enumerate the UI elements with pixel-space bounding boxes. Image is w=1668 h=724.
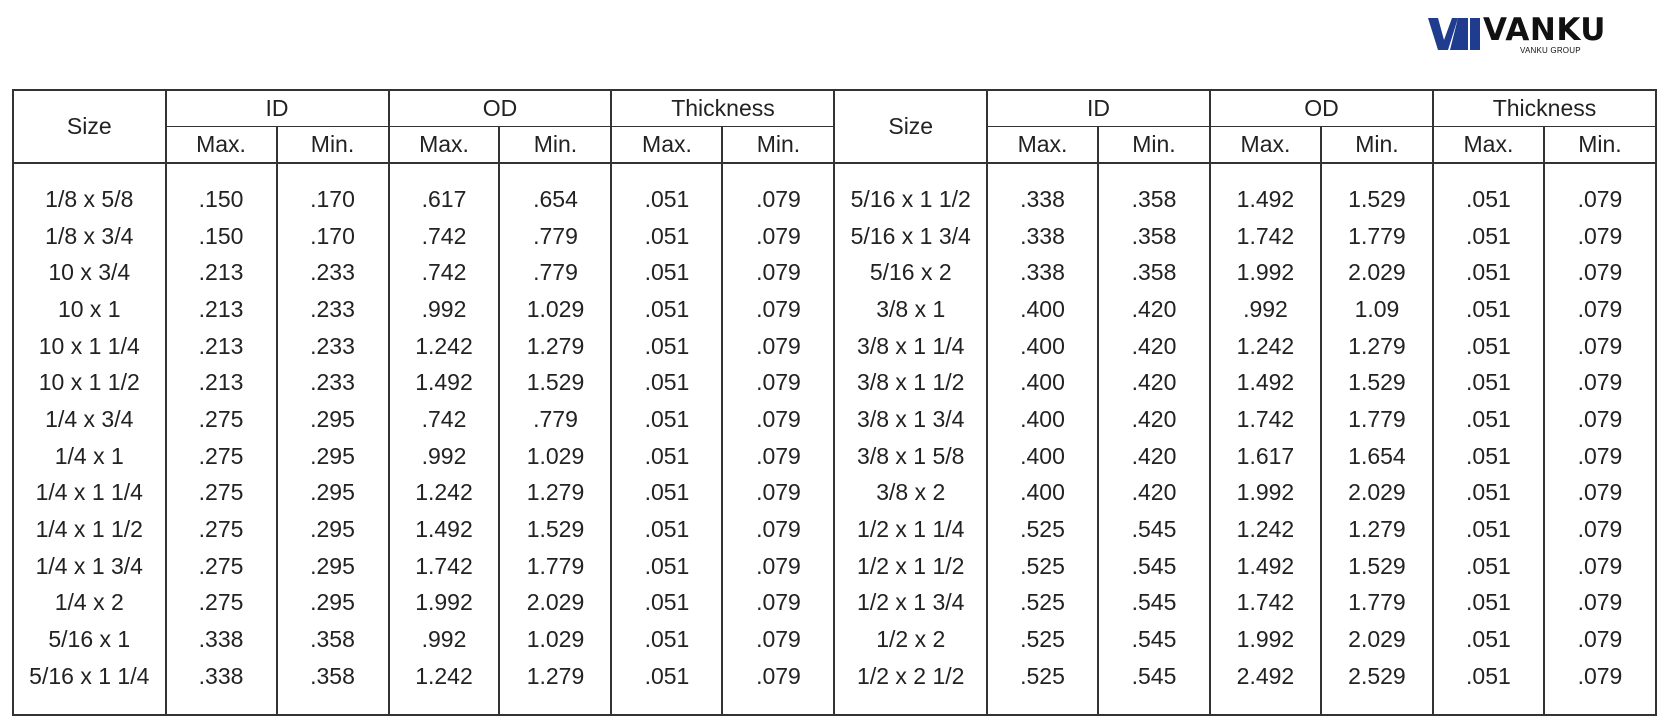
cell-thickness-min: .079: [722, 511, 834, 548]
cell-id-max: .400: [987, 438, 1098, 475]
cell-thickness-max: .051: [1433, 181, 1544, 218]
cell-od-max: 1.742: [1210, 585, 1321, 622]
cell-thickness-max: .051: [611, 291, 722, 328]
table-body: [13, 181, 1656, 695]
cell-od-min: 2.029: [1321, 254, 1433, 291]
cell-id-min: .233: [277, 364, 389, 401]
cell-thickness-max: .051: [1433, 328, 1544, 365]
cell-thickness-min: .079: [722, 218, 834, 255]
spacer-row: [13, 163, 1656, 181]
cell-od-min: 2.029: [1321, 475, 1433, 512]
cell-od-max: 1.492: [1210, 548, 1321, 585]
cell-id-max: .275: [166, 438, 277, 475]
cell-thickness-min: .079: [722, 548, 834, 585]
cell-od-max: .617: [389, 181, 500, 218]
cell-size: 3/8 x 2: [834, 475, 987, 512]
cell-id-min: .545: [1098, 548, 1210, 585]
cell-size: 10 x 1: [13, 291, 166, 328]
cell-id-max: .400: [987, 291, 1098, 328]
cell-od-max: 1.617: [1210, 438, 1321, 475]
cell-id-max: .525: [987, 658, 1098, 695]
cell-od-min: 1.529: [499, 511, 611, 548]
cell-id-max: .275: [166, 511, 277, 548]
header-max: Max.: [611, 127, 722, 164]
header-min: Min.: [1098, 127, 1210, 164]
table-row: [13, 401, 1656, 438]
table-row: [13, 475, 1656, 512]
cell-od-min: .654: [499, 181, 611, 218]
cell-thickness-max: .051: [1433, 254, 1544, 291]
cell-thickness-max: .051: [1433, 364, 1544, 401]
cell-id-min: .420: [1098, 328, 1210, 365]
cell-thickness-max: .051: [611, 254, 722, 291]
cell-id-min: .545: [1098, 585, 1210, 622]
cell-id-min: .295: [277, 475, 389, 512]
cell-size: 5/16 x 1 3/4: [834, 218, 987, 255]
table-row: [13, 658, 1656, 695]
cell-thickness-min: .079: [722, 585, 834, 622]
cell-id-max: .213: [166, 291, 277, 328]
cell-thickness-max: .051: [611, 475, 722, 512]
cell-thickness-max: .051: [611, 548, 722, 585]
cell-id-max: .400: [987, 401, 1098, 438]
cell-od-max: 1.742: [1210, 218, 1321, 255]
cell-od-max: .992: [389, 621, 500, 658]
cell-id-max: .213: [166, 364, 277, 401]
cell-id-min: .545: [1098, 511, 1210, 548]
cell-thickness-max: .051: [611, 658, 722, 695]
cell-size: 1/4 x 1 3/4: [13, 548, 166, 585]
header-max: Max.: [987, 127, 1098, 164]
cell-id-min: .295: [277, 401, 389, 438]
cell-thickness-max: .051: [1433, 401, 1544, 438]
cell-od-min: 1.279: [499, 328, 611, 365]
cell-od-max: 1.492: [389, 364, 500, 401]
cell-od-min: 2.029: [499, 585, 611, 622]
cell-size: 1/4 x 1 1/4: [13, 475, 166, 512]
table-row: [13, 548, 1656, 585]
cell-od-max: 1.492: [389, 511, 500, 548]
cell-od-max: 1.742: [389, 548, 500, 585]
table-row: [13, 438, 1656, 475]
cell-id-min: .170: [277, 218, 389, 255]
cell-thickness-max: .051: [1433, 475, 1544, 512]
cell-id-min: .420: [1098, 475, 1210, 512]
cell-thickness-min: .079: [1544, 364, 1656, 401]
cell-size: 1/4 x 2: [13, 585, 166, 622]
cell-id-max: .213: [166, 254, 277, 291]
cell-id-min: .358: [1098, 181, 1210, 218]
cell-thickness-max: .051: [611, 621, 722, 658]
cell-thickness-max: .051: [1433, 511, 1544, 548]
cell-od-min: 1.779: [499, 548, 611, 585]
header-thickness: Thickness: [1433, 90, 1656, 127]
cell-od-min: 1.029: [499, 438, 611, 475]
cell-id-min: .545: [1098, 621, 1210, 658]
cell-thickness-max: .051: [1433, 438, 1544, 475]
cell-thickness-max: .051: [611, 218, 722, 255]
cell-size: 10 x 3/4: [13, 254, 166, 291]
cell-size: 5/16 x 1 1/4: [13, 658, 166, 695]
cell-id-max: .338: [166, 621, 277, 658]
spec-table: [12, 89, 1657, 716]
cell-id-max: .400: [987, 475, 1098, 512]
cell-size: 10 x 1 1/2: [13, 364, 166, 401]
table-row: [13, 254, 1656, 291]
header-max: Max.: [389, 127, 500, 164]
cell-od-min: 1.529: [1321, 181, 1433, 218]
cell-thickness-min: .079: [1544, 218, 1656, 255]
cell-id-min: .233: [277, 291, 389, 328]
cell-id-max: .275: [166, 585, 277, 622]
cell-size: 3/8 x 1 1/4: [834, 328, 987, 365]
cell-id-max: .400: [987, 364, 1098, 401]
cell-id-max: .150: [166, 218, 277, 255]
cell-size: 1/4 x 1: [13, 438, 166, 475]
cell-id-max: .338: [166, 658, 277, 695]
cell-size: 3/8 x 1 1/2: [834, 364, 987, 401]
cell-thickness-max: .051: [611, 585, 722, 622]
cell-od-max: .992: [389, 438, 500, 475]
cell-od-max: 1.242: [1210, 511, 1321, 548]
cell-thickness-min: .079: [1544, 475, 1656, 512]
cell-od-min: 1.529: [499, 364, 611, 401]
cell-id-min: .233: [277, 328, 389, 365]
cell-thickness-min: .079: [722, 475, 834, 512]
header-od: OD: [1210, 90, 1433, 127]
cell-thickness-max: .051: [611, 401, 722, 438]
cell-id-max: .275: [166, 401, 277, 438]
cell-od-max: .742: [389, 254, 500, 291]
cell-id-max: .525: [987, 621, 1098, 658]
cell-thickness-min: .079: [722, 364, 834, 401]
cell-thickness-min: .079: [1544, 328, 1656, 365]
cell-thickness-min: .079: [1544, 511, 1656, 548]
cell-thickness-min: .079: [1544, 438, 1656, 475]
cell-id-min: .420: [1098, 364, 1210, 401]
header-min: Min.: [722, 127, 834, 164]
header-min: Min.: [277, 127, 389, 164]
cell-od-max: 1.242: [389, 328, 500, 365]
cell-od-max: 1.492: [1210, 364, 1321, 401]
cell-id-min: .295: [277, 548, 389, 585]
cell-od-min: 1.779: [1321, 218, 1433, 255]
header-row-groups: [13, 90, 1656, 127]
cell-thickness-min: .079: [722, 254, 834, 291]
cell-id-max: .338: [987, 254, 1098, 291]
cell-thickness-min: .079: [1544, 621, 1656, 658]
cell-thickness-min: .079: [1544, 548, 1656, 585]
cell-size: 1/2 x 1 1/4: [834, 511, 987, 548]
cell-id-max: .525: [987, 511, 1098, 548]
cell-od-max: 1.992: [389, 585, 500, 622]
cell-id-max: .400: [987, 328, 1098, 365]
cell-size: 1/8 x 5/8: [13, 181, 166, 218]
brand-subtitle: VANKU GROUP: [1520, 46, 1581, 55]
header-min: Min.: [1321, 127, 1433, 164]
cell-thickness-max: .051: [1433, 621, 1544, 658]
cell-size: 10 x 1 1/4: [13, 328, 166, 365]
cell-od-min: 2.529: [1321, 658, 1433, 695]
cell-id-max: .275: [166, 475, 277, 512]
cell-size: 1/2 x 1 1/2: [834, 548, 987, 585]
cell-thickness-max: .051: [1433, 218, 1544, 255]
header-max: Max.: [166, 127, 277, 164]
cell-thickness-min: .079: [1544, 181, 1656, 218]
cell-thickness-min: .079: [722, 401, 834, 438]
cell-od-max: .992: [1210, 291, 1321, 328]
cell-od-min: 1.779: [1321, 401, 1433, 438]
cell-thickness-max: .051: [1433, 548, 1544, 585]
cell-id-min: .358: [277, 658, 389, 695]
header-od: OD: [389, 90, 612, 127]
header-id: ID: [166, 90, 389, 127]
cell-od-max: 1.742: [1210, 401, 1321, 438]
cell-od-min: .779: [499, 218, 611, 255]
table-row: [13, 218, 1656, 255]
cell-od-max: 1.242: [389, 658, 500, 695]
cell-id-max: .150: [166, 181, 277, 218]
header-size: Size: [834, 90, 987, 163]
cell-od-min: 1.279: [1321, 511, 1433, 548]
spacer-row: [13, 695, 1656, 715]
cell-id-min: .358: [277, 621, 389, 658]
cell-od-max: 1.242: [1210, 328, 1321, 365]
cell-thickness-min: .079: [1544, 401, 1656, 438]
cell-size: 3/8 x 1 5/8: [834, 438, 987, 475]
cell-od-min: .779: [499, 254, 611, 291]
cell-size: 3/8 x 1: [834, 291, 987, 328]
cell-thickness-min: .079: [722, 621, 834, 658]
cell-thickness-min: .079: [1544, 254, 1656, 291]
cell-thickness-min: .079: [722, 658, 834, 695]
cell-od-max: 1.242: [389, 475, 500, 512]
cell-size: 1/2 x 2 1/2: [834, 658, 987, 695]
cell-od-min: 1.654: [1321, 438, 1433, 475]
cell-size: 1/4 x 1 1/2: [13, 511, 166, 548]
header-max: Max.: [1210, 127, 1321, 164]
header-size: Size: [13, 90, 166, 163]
cell-od-max: .742: [389, 401, 500, 438]
cell-od-min: .779: [499, 401, 611, 438]
cell-od-min: 1.029: [499, 291, 611, 328]
cell-size: 5/16 x 2: [834, 254, 987, 291]
cell-size: 5/16 x 1: [13, 621, 166, 658]
cell-thickness-max: .051: [611, 511, 722, 548]
cell-od-max: 2.492: [1210, 658, 1321, 695]
cell-id-min: .295: [277, 438, 389, 475]
cell-id-min: .358: [1098, 218, 1210, 255]
cell-od-min: 2.029: [1321, 621, 1433, 658]
cell-id-max: .275: [166, 548, 277, 585]
header-max: Max.: [1433, 127, 1544, 164]
table-row: [13, 364, 1656, 401]
cell-thickness-max: .051: [1433, 658, 1544, 695]
cell-thickness-min: .079: [722, 328, 834, 365]
cell-id-min: .358: [1098, 254, 1210, 291]
cell-size: 3/8 x 1 3/4: [834, 401, 987, 438]
table-row: [13, 328, 1656, 365]
cell-id-min: .420: [1098, 438, 1210, 475]
cell-thickness-max: .051: [611, 364, 722, 401]
cell-id-min: .545: [1098, 658, 1210, 695]
cell-od-min: 1.09: [1321, 291, 1433, 328]
cell-od-min: 1.529: [1321, 364, 1433, 401]
cell-thickness-max: .051: [611, 181, 722, 218]
cell-thickness-max: .051: [1433, 291, 1544, 328]
cell-thickness-min: .079: [1544, 291, 1656, 328]
cell-size: 1/8 x 3/4: [13, 218, 166, 255]
cell-id-max: .525: [987, 585, 1098, 622]
cell-id-min: .295: [277, 585, 389, 622]
header-min: Min.: [1544, 127, 1656, 164]
cell-id-min: .233: [277, 254, 389, 291]
header-id: ID: [987, 90, 1210, 127]
cell-size: 1/4 x 3/4: [13, 401, 166, 438]
cell-od-min: 1.529: [1321, 548, 1433, 585]
cell-od-max: 1.992: [1210, 254, 1321, 291]
cell-od-min: 1.029: [499, 621, 611, 658]
cell-thickness-max: .051: [611, 438, 722, 475]
cell-id-min: .420: [1098, 401, 1210, 438]
cell-od-min: 1.779: [1321, 585, 1433, 622]
vanku-logo: [1428, 14, 1618, 54]
brand-name: VANKU: [1483, 12, 1606, 48]
cell-size: 5/16 x 1 1/2: [834, 181, 987, 218]
table-row: [13, 621, 1656, 658]
cell-id-min: .295: [277, 511, 389, 548]
cell-thickness-max: .051: [611, 328, 722, 365]
cell-od-max: 1.492: [1210, 181, 1321, 218]
vanku-logo-mark-icon: [1428, 16, 1480, 50]
header-min: Min.: [499, 127, 611, 164]
cell-od-max: .742: [389, 218, 500, 255]
cell-thickness-min: .079: [722, 291, 834, 328]
table-row: [13, 291, 1656, 328]
cell-od-max: 1.992: [1210, 475, 1321, 512]
cell-od-max: .992: [389, 291, 500, 328]
cell-id-max: .525: [987, 548, 1098, 585]
table-row: [13, 511, 1656, 548]
table-row: [13, 585, 1656, 622]
cell-id-min: .420: [1098, 291, 1210, 328]
cell-od-max: 1.992: [1210, 621, 1321, 658]
cell-thickness-min: .079: [1544, 658, 1656, 695]
cell-od-min: 1.279: [499, 658, 611, 695]
cell-thickness-max: .051: [1433, 585, 1544, 622]
cell-thickness-min: .079: [722, 181, 834, 218]
cell-id-max: .338: [987, 181, 1098, 218]
cell-size: 1/2 x 1 3/4: [834, 585, 987, 622]
cell-od-min: 1.279: [1321, 328, 1433, 365]
cell-id-max: .338: [987, 218, 1098, 255]
cell-thickness-min: .079: [1544, 585, 1656, 622]
table-row: [13, 181, 1656, 218]
header-thickness: Thickness: [611, 90, 834, 127]
cell-thickness-min: .079: [722, 438, 834, 475]
cell-size: 1/2 x 2: [834, 621, 987, 658]
cell-od-min: 1.279: [499, 475, 611, 512]
cell-id-max: .213: [166, 328, 277, 365]
cell-id-min: .170: [277, 181, 389, 218]
